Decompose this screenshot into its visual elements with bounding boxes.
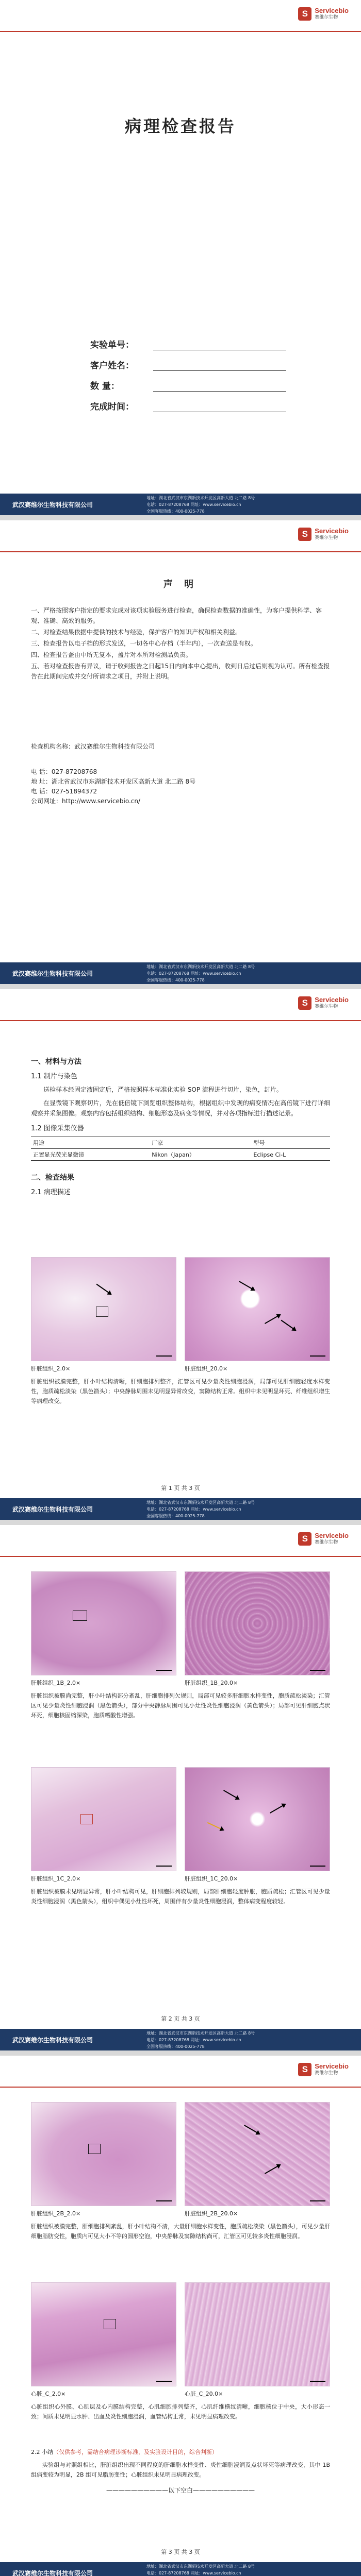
report-page-2 <box>0 1525 361 2050</box>
pathology-description: 肝脏组织被膜尚完整，肝小叶结构部分紊乱，肝细胞排列欠规则，局部可见较多肝细胞水样变性，胞质疏松淡染；汇管区可见少量炎性细胞浸润（黑色箭头），部分中央静脉周围可见小灶性炎性细胞浸润（黄色箭头）；局部可见肝细胞点状坏死，细胞核固缩深染，胞质嗜酸性增强。 <box>31 1692 330 1719</box>
report-page-3 <box>0 2056 361 2576</box>
summary-text: 实验组与对照组相比，肝脏组织出现不同程度的肝细胞水样变性、炎性细胞浸润及点状坏死等病理改变，其中 1B 组病变较为明显，2B 组可见脂肪变性；心脏组织未见明显病理改变。 <box>31 2462 330 2478</box>
page-number: 第 2 页 共 3 页 <box>161 2015 200 2022</box>
field-line <box>153 380 286 392</box>
logo-mark-icon: S <box>298 528 311 541</box>
declaration-item: 二、对检查结果依据中提供的技术与经验，保护客户的知识产权和相关利益。 <box>31 629 242 636</box>
cover-page <box>0 0 361 515</box>
field-quantity: 数 量： <box>90 371 286 392</box>
logo-chinese: 赛维尔生物 <box>315 15 338 20</box>
page-header <box>0 989 361 1021</box>
page-header <box>0 520 361 552</box>
figure-caption: 心脏_C_2.0× 心脏_C_20.0× <box>31 2391 223 2397</box>
page-footer: 武汉赛维尔生物科技有限公司 地址：湖北省武汉市东湖新技术开发区高新大道 北二路 8号 电话：027-87208768 网址：www.servicebio.cn 全国客服热线：400-0025-778 <box>0 1498 361 1520</box>
histology-image <box>31 2102 176 2206</box>
logo-mark-icon: S <box>298 1532 311 1546</box>
summary-heading: 2.2 小结 <box>31 2449 53 2455</box>
summary-note: （仅供参考，需结合病理诊断标准，及实验设计目的，综合判断） <box>53 2449 218 2455</box>
logo-mark-icon: S <box>298 996 311 1010</box>
logo-mark-icon: S <box>298 2063 311 2076</box>
field-order-no: 实验单号： <box>90 330 286 350</box>
declaration-item: 一、严格按照客户指定的要求完成对该项实验服务进行检查，确保检查数据的准确性，为客户提供科学、客观、准确、高效的服务。 <box>31 607 322 624</box>
histology-image <box>185 1571 330 1675</box>
histology-image <box>185 1257 330 1361</box>
figure-1 <box>31 1257 330 1361</box>
declaration-item: 三、检查报告以电子档的形式发送，一切各中心存档（半年内），一次查送是有权。 <box>31 640 257 647</box>
field-completion: 完成时间： <box>90 392 286 412</box>
figure-caption: 肝脏组织_2B_2.0× 肝脏组织_2B_20.0× <box>31 2210 238 2217</box>
histology-image <box>31 1257 176 1361</box>
declaration-list <box>31 605 330 683</box>
company-logo: S Servicebio 赛维尔生物 <box>298 2063 349 2076</box>
figure-5 <box>31 2282 330 2386</box>
field-line <box>153 359 286 371</box>
histology-image <box>31 1767 176 1871</box>
page-header <box>0 2056 361 2088</box>
company-logo: S Servicebio 赛维尔生物 <box>298 528 349 541</box>
page-number: 第 3 页 共 3 页 <box>161 2549 200 2555</box>
table-row: 正置显光荧光显微镜 Nikon（Japan） Eclipse Ci-L <box>31 1149 330 1161</box>
equipment-table: 用途 厂家 型号 正置显光荧光显微镜 Nikon（Japan） Eclipse Ci-L <box>31 1137 330 1161</box>
figure-caption: 肝脏组织_1B_2.0× 肝脏组织_1B_20.0× <box>31 1680 238 1686</box>
declaration-title: 声 明 <box>163 579 198 590</box>
histology-image <box>31 2282 176 2386</box>
page-footer: 武汉赛维尔生物科技有限公司 地址：湖北省武汉市东湖新技术开发区高新大道 北二路 8号 电话：027-87208768 网址：www.servicebio.cn 全国客服热线：400-0025-778 <box>0 962 361 984</box>
figure-caption: 肝脏组织_1C_2.0× 肝脏组织_1C_20.0× <box>31 1875 238 1882</box>
summary-section <box>31 2447 330 2495</box>
report-title: 病理检查报告 <box>124 116 236 136</box>
histology-image <box>31 1571 176 1675</box>
page-footer: 武汉赛维尔生物科技有限公司 地址：湖北省武汉市东湖新技术开发区高新大道 北二路 8号 电话：027-87208768 网址：www.servicebio.cn 全国客服热线：400-0025-778 <box>0 494 361 515</box>
histology-image <box>185 1767 330 1871</box>
cover-fields <box>90 330 286 412</box>
end-line: ——————————以下空白—————————— <box>106 2487 255 2494</box>
declaration-page <box>0 520 361 984</box>
logo-mark-icon: S <box>298 7 311 21</box>
field-line <box>153 338 286 350</box>
methods-section: 一、材料与方法 1.1 制片与染色 送检样本经固定液固定后，严格按照样本标准化实验 SOP 流程进行切片，染色，封片。 在显微镜下观察切片，先在低倍镜下浏览组织整体结构，根据组织中发现的病变情况在高倍镜下进行详细观察并采集图像。观察内容包括组织结构、细胞形态及病变等情况，并对各项指标进行描述记录。 1.2 图像采集仪器 用途 厂家 型号 正置显光荧光显微镜 Nikon（Japan） Eclipse Ci-L 二、检查结果 2.1 病理描述 <box>31 1058 330 1196</box>
declaration-item: 五、若对检查报告有异议，请于收到报告之日起15日内向本中心提出，收到日后过后则视为认可。所有检查报告在此期间完成并交付所请求之项目，并附上说明。 <box>31 663 330 680</box>
company-logo <box>298 7 349 21</box>
page-header <box>0 0 361 32</box>
declaration-item: 四、检查报告盖由中所无复本，盖片对本所对检测品负责。 <box>31 651 192 658</box>
report-page-1 <box>0 989 361 1520</box>
histology-image <box>185 2282 330 2386</box>
pathology-description: 肝脏组织被膜完整，肝小叶结构清晰，肝细胞排列整齐，汇管区可见少量炎性细胞浸润，局部可见肝细胞轻度水样变性，胞质疏松淡染（黑色箭头）；中央静脉周围未见明显异常改变，窦隙结构正常。组织中未见明显坏死、纤维组织增生等病理改变。 <box>31 1378 330 1404</box>
histology-image <box>185 2102 330 2206</box>
figure-2 <box>31 1571 330 1675</box>
pathology-description: 肝脏组织被膜完整，肝细胞排列紊乱，肝小叶结构不清，大量肝细胞水样变性，胞质疏松淡染（黑色箭头），可见少量肝细胞脂肪变性，胞质内可见大小不等的圆形空泡，中央静脉及窦隙结构尚可，汇管区可见较多炎性细胞浸润。 <box>31 2223 330 2240</box>
page-footer: 武汉赛维尔生物科技有限公司 地址：湖北省武汉市东湖新技术开发区高新大道 北二路 8号 电话：027-87208768 网址：www.servicebio.cn <box>0 2562 361 2576</box>
company-website[interactable]: 公司网址：http://www.servicebio.cn/ <box>31 798 141 805</box>
pathology-description: 心脏组织心外膜、心肌层及心内膜结构完整，心肌细胞排列整齐，心肌纤维横纹清晰，细胞核位于中央，大小形态一致；间质未见明显水肿、出血及炎性细胞浸润，血管结构正常，未见明显病理改变。 <box>31 2403 330 2420</box>
field-line <box>153 400 286 412</box>
company-logo: S Servicebio 赛维尔生物 <box>298 1532 349 1546</box>
figure-caption: 肝脏组织_2.0× 肝脏组织_20.0× <box>31 1365 228 1372</box>
field-customer: 客户姓名： <box>90 350 286 371</box>
page-footer: 武汉赛维尔生物科技有限公司 地址：湖北省武汉市东湖新技术开发区高新大道 北二路 8号 电话：027-87208768 网址：www.servicebio.cn 全国客服热线：400-0025-778 <box>0 2029 361 2050</box>
page-header <box>0 1525 361 1557</box>
figure-4 <box>31 2102 330 2206</box>
figure-3 <box>31 1767 330 1871</box>
contact-block: 检查机构名称：武汉赛维尔生物科技有限公司 电 话：027-87208768 地 址：湖北省武汉市东湖新技术开发区高新大道 北二路 8号 电 话：027-51894372 公司网址：http://www.servicebio.cn/ <box>31 742 330 806</box>
pathology-description: 肝脏组织被膜未见明显异常，肝小叶结构可见，肝细胞排列较规则，局部肝细胞轻度肿胀，胞质疏松；汇管区可见少量炎性细胞浸润（黑色箭头），组织中偶见小灶性坏死，周围伴有少量炎性细胞浸润，整体病变程度较轻。 <box>31 1888 330 1905</box>
company-logo: S Servicebio 赛维尔生物 <box>298 996 349 1010</box>
logo-english: Servicebio <box>315 7 349 14</box>
page-number: 第 1 页 共 3 页 <box>161 1485 200 1492</box>
